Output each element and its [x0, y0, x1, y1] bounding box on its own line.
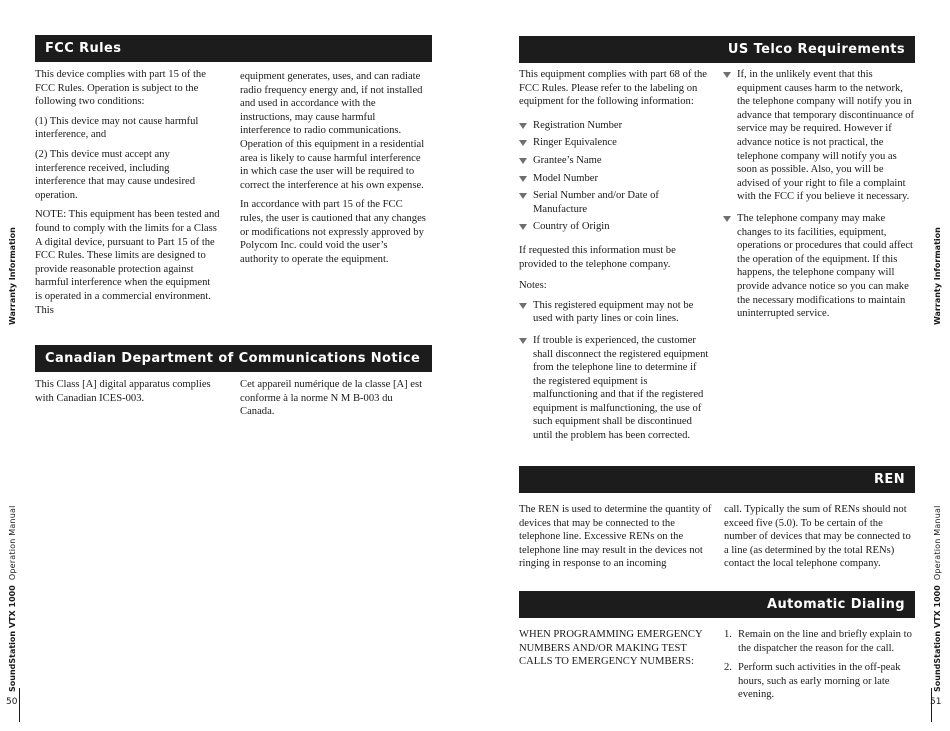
ren-col1 [519, 503, 715, 577]
list-item: Registration Number [519, 119, 711, 133]
paragraph: The REN is used to determine the quantity of devices that may be connected to the telephone line. Excessive RENs on the telephone line may result in the devices not ringing in response to an incoming [519, 504, 712, 570]
fcc-rules-col1 [35, 68, 220, 323]
page-number: 50 [6, 697, 18, 707]
list-item: The telephone company may make changes to its facilities, equipment, operations or procedures that could affect the operation of the equipment. If this happens, the telephone company will provide advance notice so you can make the necessary modifications to maintain uninterrupted service. [723, 212, 915, 321]
list-item: Model Number [519, 172, 711, 186]
ren-heading: REN [519, 466, 915, 493]
canadian-notice-col1 [35, 378, 225, 411]
paragraph: WHEN PROGRAMMING EMERGENCY NUMBERS AND/OR MAKING TEST CALLS TO EMERGENCY NUMBERS: [519, 629, 703, 668]
side-label-section: Warranty Information [933, 227, 942, 325]
list-item: Serial Number and/or Date of Manufacture [519, 189, 711, 216]
canadian-notice-heading: Canadian Department of Communications Notice [35, 345, 432, 372]
right-page [475, 0, 950, 731]
fcc-rules-col2 [240, 70, 428, 272]
dialing-steps [724, 628, 915, 702]
notes-list-continued [723, 68, 915, 321]
list-item: 1. Remain on the line and briefly explain to the dispatcher the reason for the call. [724, 629, 912, 654]
list-item: If trouble is experienced, the customer shall disconnect the registered equipment from the telephone line to determine if the registered equipment is malfunctioning and that if the registered equipment is malfunctioning, the use of such equipment shall be discontinued until the problem has been corrected. [519, 334, 711, 443]
notes-list [519, 299, 711, 443]
canadian-notice-col2 [240, 378, 425, 425]
automatic-dialing-heading: Automatic Dialing [519, 591, 915, 618]
list-item: Ringer Equivalence [519, 136, 711, 150]
us-telco-col2 [723, 68, 915, 327]
list-item: Grantee’s Name [519, 154, 711, 168]
ren-col2 [724, 503, 915, 577]
paragraph: This device complies with part 15 of the FCC Rules. Operation is subject to the following two conditions: [35, 69, 206, 108]
list-item: Country of Origin [519, 220, 711, 234]
paragraph: equipment generates, uses, and can radiate radio frequency energy and, if not installed and used in accordance with the instructions, may cause harmful interference to radio communications. Operation of this equipment in a residential area is likely to cause harmful interference in which case the user will be required to correct the interference at his own expense. [240, 71, 425, 191]
paragraph: Cet appareil numérique de la classe [A] est conforme à la norme N M B-003 du Canada. [240, 379, 423, 418]
side-label-product: SoundStation VTX 1000 Operation Manual [933, 505, 942, 692]
us-telco-heading: US Telco Requirements [519, 36, 915, 63]
notes-label: Notes: [519, 280, 547, 292]
paragraph: NOTE: This equipment has been tested and found to comply with the limits for a Class A digital device, pursuant to Part 15 of the FCC Rules. These limits are designed to provide reasonable protection against harmful interference when the equipment is operated in a commercial environment. This [35, 209, 220, 316]
list-item: 2. Perform such activities in the off-peak hours, such as early morning or late evening. [724, 662, 901, 701]
list-item: This registered equipment may not be used with party lines or coin lines. [519, 299, 711, 326]
paragraph: This equipment complies with part 68 of the FCC Rules. Please refer to the labeling on equipment for the following information: [519, 69, 708, 108]
us-telco-col1 [519, 68, 711, 449]
page-number-rule [19, 688, 20, 722]
side-label-section: Warranty Information [8, 227, 17, 325]
list-item: If, in the unlikely event that this equipment causes harm to the network, the telephone company will notify you in advance that temporary discontinuance of service may be required. However if advance notice is not practical, the telephone company will notify you as soon as possible. Also, you will be advised of your right to file a complaint with the FCC if you believe it necessary. [723, 68, 915, 204]
paragraph: call. Typically the sum of RENs should not exceed five (5.0). To be certain of the number of devices that may be connected to a line (as determined by the total RENs) contact the local telephone company. [724, 504, 911, 570]
fcc-rules-heading: FCC Rules [35, 35, 432, 62]
paragraph: If requested this information must be provided to the telephone company. [519, 244, 676, 270]
paragraph: (2) This device must accept any interference received, including interference that may cause undesired operation. [35, 148, 196, 201]
paragraph: This Class [A] digital apparatus complies with Canadian ICES-003. [35, 379, 211, 404]
page-number: 51 [930, 697, 942, 707]
automatic-dialing-col1 [519, 628, 715, 675]
paragraph: In accordance with part 15 of the FCC rules, the user is cautioned that any changes or modifications not expressly approved by Polycom Inc. could void the user’s authority to operate the equipment. [240, 199, 426, 265]
automatic-dialing-col2 [724, 628, 915, 708]
paragraph: (1) This device may not cause harmful interference, and [35, 115, 199, 141]
side-label-product: SoundStation VTX 1000 Operation Manual [8, 505, 17, 692]
label-info-list [519, 119, 711, 234]
